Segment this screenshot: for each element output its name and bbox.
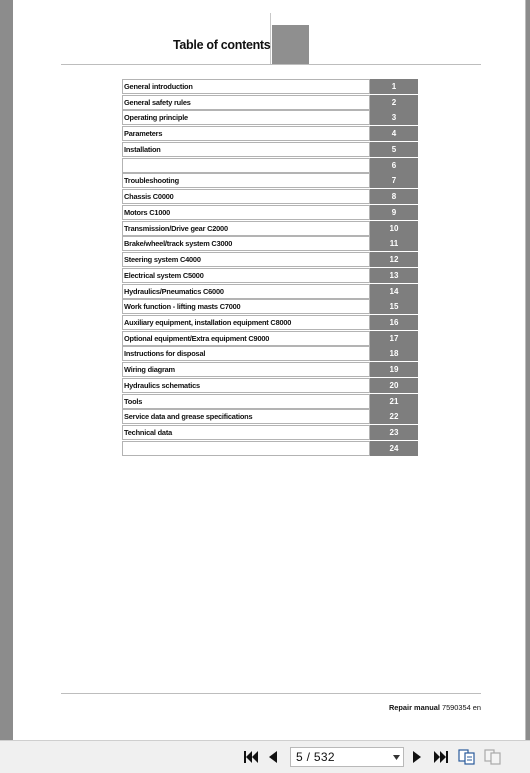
page-footer [389, 703, 481, 712]
toc-chapter-number: 17 [370, 331, 418, 346]
toc-row[interactable] [122, 409, 421, 424]
toc-entry-label: Technical data [122, 425, 370, 440]
toc-chapter-number: 14 [370, 284, 418, 299]
toc-row[interactable] [122, 110, 421, 125]
toc-chapter-number: 8 [370, 189, 418, 204]
two-page-button[interactable] [484, 749, 502, 765]
toc-entry-label: Instructions for disposal [122, 346, 370, 361]
viewer-toolbar [0, 740, 530, 773]
toc-entry-label: General introduction [122, 79, 370, 94]
toc-row[interactable] [122, 362, 421, 377]
toc-row[interactable] [122, 142, 421, 157]
footer-doc-type: Repair manual [388, 703, 440, 712]
toc-entry-label: Parameters [122, 126, 370, 141]
page-number-select[interactable] [290, 747, 404, 767]
toc-row[interactable] [122, 205, 421, 220]
toc-chapter-number: 15 [370, 299, 418, 314]
fit-page-icon [458, 749, 476, 765]
toc-entry-label: Installation [122, 142, 370, 157]
toc-row[interactable] [122, 236, 421, 251]
toc-chapter-number: 1 [370, 79, 418, 94]
toc-chapter-number: 4 [370, 126, 418, 141]
toc-chapter-number: 23 [370, 425, 418, 440]
toc-entry-label: Operating principle [122, 110, 370, 125]
toc-row[interactable] [122, 378, 421, 393]
toc-entry-label [122, 158, 370, 173]
toc-entry-label: Wiring diagram [122, 362, 370, 377]
toc-chapter-number: 19 [370, 362, 418, 377]
last-page-button[interactable] [433, 749, 449, 765]
toc-entry-label: Auxiliary equipment, installation equipment C8000 [122, 315, 370, 330]
toc-row[interactable] [122, 268, 421, 283]
toc-entry-label: Hydraulics/Pneumatics C6000 [122, 284, 370, 299]
toc-chapter-number: 11 [370, 236, 418, 251]
toc-chapter-number: 13 [370, 268, 418, 283]
toc-row[interactable] [122, 299, 421, 314]
toc-entry-label: Electrical system C5000 [122, 268, 370, 283]
toc-entry-label: Hydraulics schematics [122, 378, 370, 393]
toc-row[interactable] [122, 221, 421, 236]
toc-entry-label: Chassis C0000 [122, 189, 370, 204]
toc-row[interactable] [122, 284, 421, 299]
toc-row[interactable] [122, 158, 421, 173]
toc-chapter-number: 22 [370, 409, 418, 424]
title-marker-block [272, 25, 309, 64]
toc-row[interactable] [122, 394, 421, 409]
toc-chapter-number: 16 [370, 315, 418, 330]
prev-page-button[interactable] [266, 749, 280, 765]
toc-chapter-number: 5 [370, 142, 418, 157]
toc-entry-label: Troubleshooting [122, 173, 370, 188]
first-page-button[interactable] [243, 749, 259, 765]
toc-row[interactable] [122, 79, 421, 94]
toc-entry-label: Steering system C4000 [122, 252, 370, 267]
table-of-contents [122, 79, 421, 457]
chevron-down-icon [389, 755, 403, 760]
toc-row[interactable] [122, 425, 421, 440]
toc-chapter-number: 9 [370, 205, 418, 220]
toc-row[interactable] [122, 252, 421, 267]
toc-chapter-number: 7 [370, 173, 418, 188]
last-page-icon [434, 751, 448, 763]
toc-entry-label [122, 441, 370, 456]
footer-rule [61, 693, 481, 694]
two-page-icon [484, 749, 502, 765]
toc-row[interactable] [122, 95, 421, 110]
toc-entry-label: Optional equipment/Extra equipment C9000 [122, 331, 370, 346]
next-page-button[interactable] [411, 749, 423, 765]
toc-chapter-number: 3 [370, 110, 418, 125]
toc-entry-label: Tools [122, 394, 370, 409]
page-indicator: 5 / 532 [296, 750, 335, 764]
toc-chapter-number: 2 [370, 95, 418, 110]
toc-row[interactable] [122, 441, 421, 456]
header-rule [61, 64, 481, 65]
toc-chapter-number: 24 [370, 441, 418, 456]
toc-entry-label: Brake/wheel/track system C3000 [122, 236, 370, 251]
toc-chapter-number: 21 [370, 394, 418, 409]
toc-entry-label: General safety rules [122, 95, 370, 110]
toc-entry-label: Transmission/Drive gear C2000 [122, 221, 370, 236]
toc-chapter-number: 20 [370, 378, 418, 393]
toc-entry-label: Work function - lifting masts C7000 [122, 299, 370, 314]
toc-row[interactable] [122, 315, 421, 330]
fit-page-button[interactable] [458, 749, 476, 765]
toc-chapter-number: 6 [370, 158, 418, 173]
toc-chapter-number: 10 [370, 221, 418, 236]
footer-doc-number: 7590354 en [441, 703, 481, 712]
toc-entry-label: Service data and grease specifications [122, 409, 370, 424]
page-title: Table of contents [173, 38, 271, 52]
toc-chapter-number: 12 [370, 252, 418, 267]
toc-row[interactable] [122, 189, 421, 204]
document-page [13, 0, 526, 740]
toc-row[interactable] [122, 331, 421, 346]
viewer-left-margin [0, 0, 13, 740]
toc-row[interactable] [122, 346, 421, 361]
prev-page-icon [269, 751, 277, 763]
next-page-icon [413, 751, 421, 763]
toc-row[interactable] [122, 173, 421, 188]
toc-entry-label: Motors C1000 [122, 205, 370, 220]
first-page-icon [244, 751, 258, 763]
toc-row[interactable] [122, 126, 421, 141]
toc-chapter-number: 18 [370, 346, 418, 361]
